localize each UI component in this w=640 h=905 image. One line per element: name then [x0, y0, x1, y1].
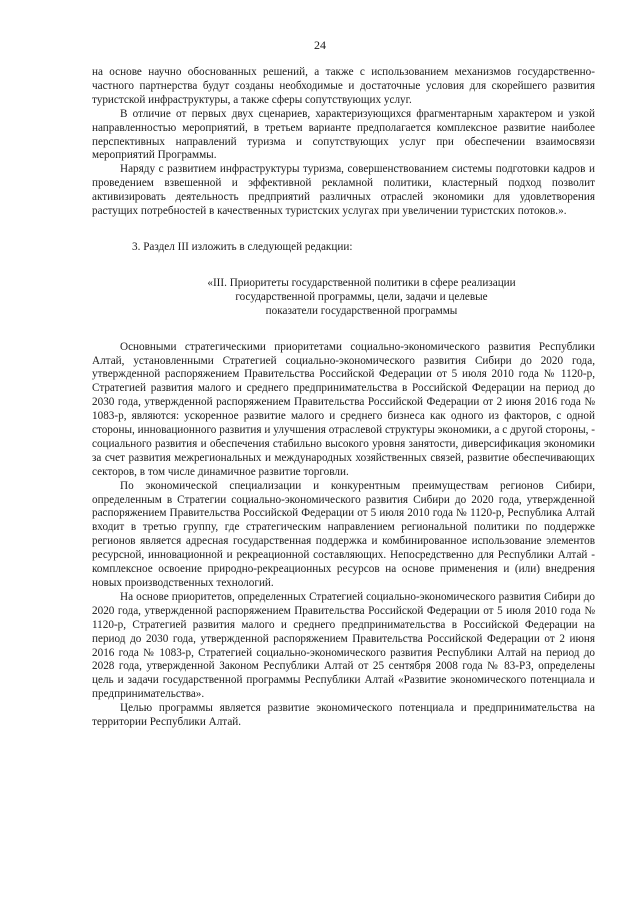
section-heading-line-3: показатели государственной программы: [265, 304, 458, 317]
paragraph-cluster-approach: Наряду с развитием инфраструктуры туризма, совершенствованием системы подготовки кадров и проведением взвешенной и эффективной рекламной политики, кластерный подход позволит активизировать деятельность предприятий различных отраслей экономики для удовлетворения растущих потребностей в качественных туристских услугах при увеличении туристских потоков.».: [92, 163, 595, 218]
section-heading-line-1: «III. Приоритеты государственной политики в сфере реализации: [207, 276, 516, 289]
paragraph-economic-specialization: По экономической специализации и конкурентным преимуществам регионов Сибири, определенным в Стратегии социально-экономического развития Сибири до 2020 года, утвержденной распоряжением Правительства Российской Федерации от 5 июля 2010 года № 1120-р, Республика Алтай входит в третью группу, где стратегическим направлением региональной политики по поддержке регионов является адресная государственная поддержка и комбинированное использование элементов ресурсной, инновационной и рекреационной составляющих. Непосредственно для Республики Алтай - комплексное освоение природно-рекреационных ресурсов на основе применения и (или) внедрения новых производственных технологий.: [92, 479, 595, 589]
paragraph-scenario-comparison: В отличие от первых двух сценариев, характеризующихся фрагментарным характером и узкой направленностью мероприятий, в третьем варианте предполагается комплексное развитие наиболее перспективных направлений туризма и сопутствующих услуг при обеспечении взаимосвязи мероприятий Программы.: [92, 107, 595, 162]
amendment-item: 3. Раздел III изложить в следующей редакции:: [132, 240, 353, 253]
section-heading-line-2: государственной программы, цели, задачи и целевые: [235, 290, 488, 303]
paragraph-program-goal: Целью программы является развитие экономического потенциала и предпринимательства на территории Республики Алтай.: [92, 702, 595, 729]
section-heading: [92, 277, 595, 319]
page-body: [92, 66, 595, 730]
page-number: 24: [314, 38, 326, 52]
paragraph-strategic-priorities: Основными стратегическими приоритетами социально-экономического развития Республики Алтай, установленными Стратегией социально-экономического развития Сибири до 2020 года, утвержденной распоряжением Правительства Российской Федерации от 5 июля 2010 года № 1120-р, Стратегией развития малого и среднего предпринимательства в Российской Федерации на период до 2030 года, утвержденной распоряжением Правительства Российской Федерации от 2 июня 2016 года № 1083-р, являются: ускоренное развитие малого и среднего бизнеса как одного из факторов, с одной стороны, инновационного развития и улучшения отраслевой структуры экономики, а с другой стороны, - социального развития и обеспечения стабильно высокого уровня занятости, диверсификация экономики за счет развития межрегиональных и международных хозяйственных связей, развитие обеспечивающих секторов, в том числе динамичное развитие торговли.: [92, 340, 595, 478]
paragraph-continuation: на основе научно обоснованных решений, а также с использованием механизмов государственно-частного партнерства будут созданы необходимые и достаточные условия для скорейшего развития туристской инфраструктуры, а также сферы сопутствующих услуг.: [92, 66, 595, 106]
paragraph-goals-basis: На основе приоритетов, определенных Стратегией социально-экономического развития Сибири до 2020 года, утвержденной распоряжением Правительства Российской Федерации от 5 июля 2010 года № 1120-р, Стратегией развития малого и среднего предпринимательства в Российской Федерации на период до 2030 года, утвержденной распоряжением Правительства Российской Федерации от 2 июня 2016 года № 1083-р, Стратегией социально-экономического развития Республики Алтай на период до 2028 года, утвержденной Законом Республики Алтай от 25 сентября 2008 года № 83-РЗ, определены цель и задачи государственной программы Республики Алтай «Развитие экономического потенциала и предпринимательства».: [92, 590, 595, 701]
